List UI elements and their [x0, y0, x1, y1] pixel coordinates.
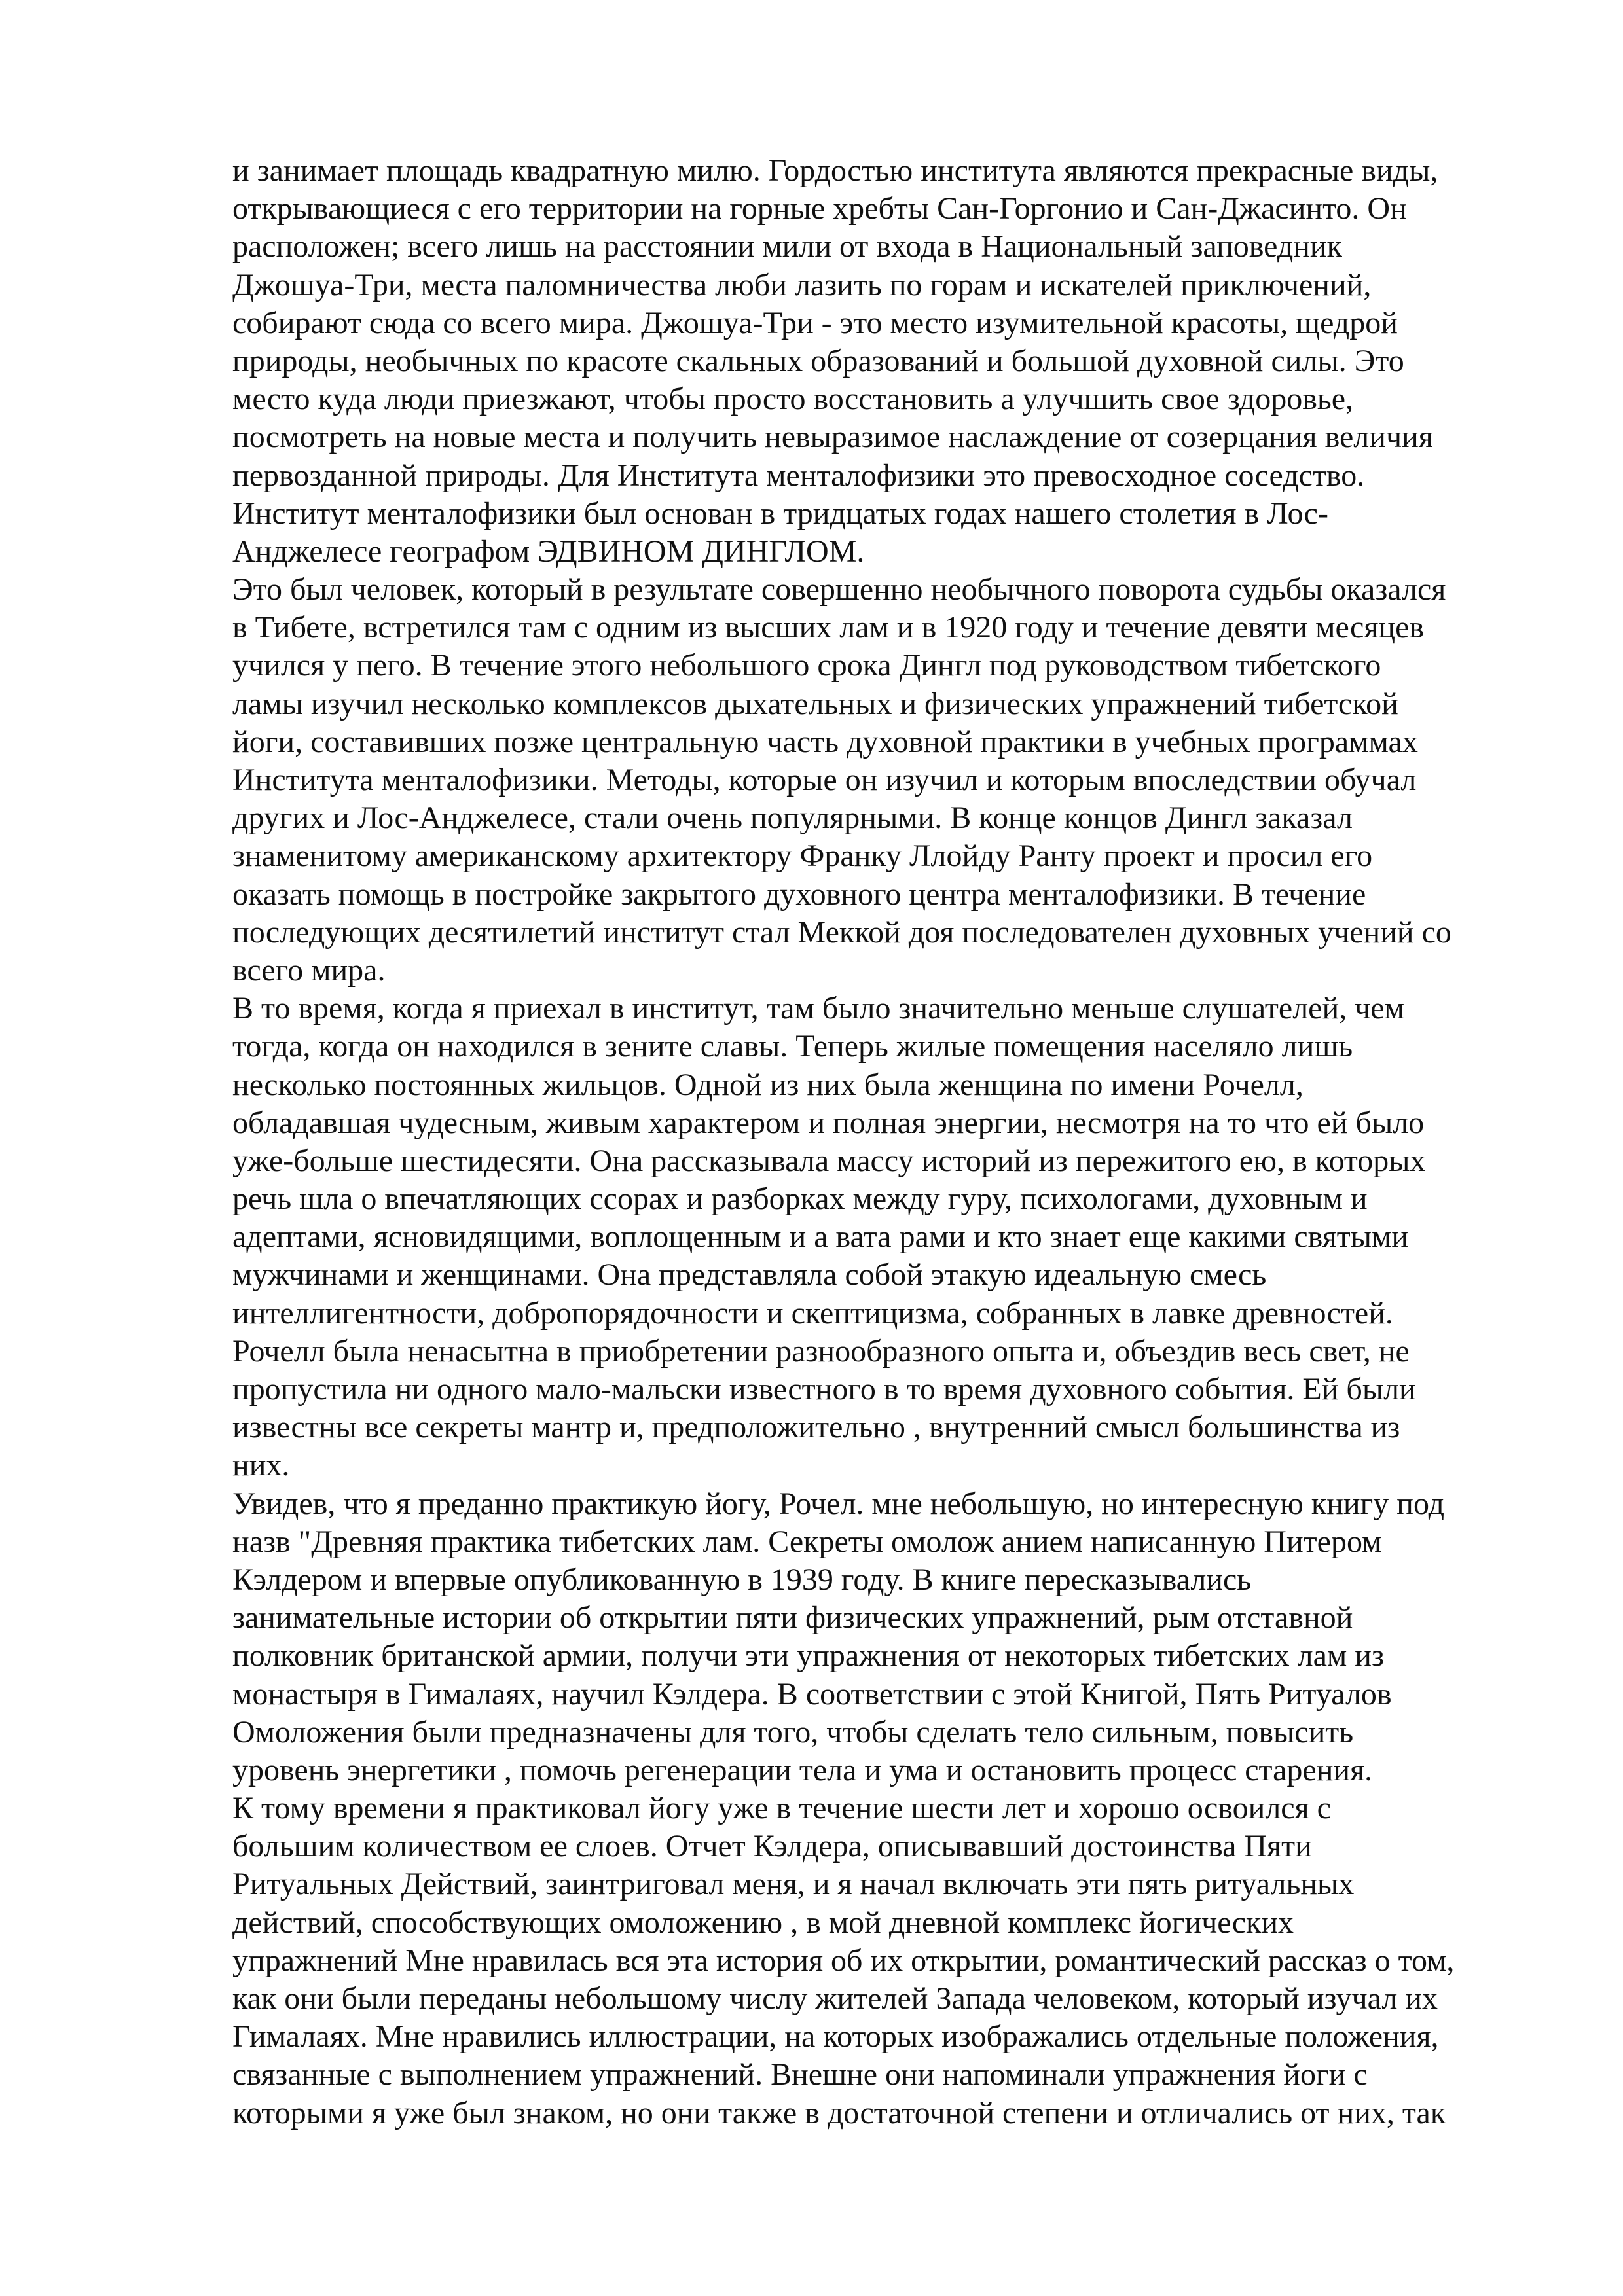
- text-line: последующих десятилетий институт стал Меккой доя последователен духовных учений со: [232, 914, 1451, 950]
- text-line: К тому времени я практиковал йогу уже в течение шести лет и хорошо освоился с: [232, 1791, 1331, 1826]
- text-line: посмотреть на новые места и получить невыразимое наслаждение от созерцания величия: [232, 420, 1433, 455]
- text-line: ламы изучил несколько комплексов дыхательных и физических упражнений тибетской: [232, 686, 1398, 721]
- text-line: Омоложения были предназначены для того, чтобы сделать тело сильным, повысить: [232, 1714, 1354, 1749]
- text-line: Гималаях. Мне нравились иллюстрации, на которых изображались отдельные положения,: [232, 2019, 1439, 2054]
- text-line: упражнений Мне нравилась вся эта история об их открытии, романтический рассказ о том,: [232, 1943, 1455, 1978]
- text-line: речь шла о впечатляющих ссорах и разборках между гуру, психологами, духовным и: [232, 1181, 1368, 1217]
- text-line: Это был человек, который в результате совершенно необычного поворота судьбы оказался: [232, 572, 1446, 607]
- text-line: первозданной природы. Для Института менталофизики это превосходное соседство.: [232, 457, 1365, 493]
- text-line: адептами, ясновидящими, воплощенным и а вата рами и кто знает еще какими святыми: [232, 1219, 1409, 1255]
- text-line: Институт менталофизики был основан в тридцатых годах нашего столетия в Лос-: [232, 495, 1328, 531]
- text-line: которыми я уже был знаком, но они также в достаточной степени и отличались от них, так: [232, 2095, 1446, 2130]
- text-line: учился у пего. В течение этого небольшого срока Дингл под руководством тибетского: [232, 648, 1381, 683]
- text-line: связанные с выполнением упражнений. Внешне они напоминали упражнения йоги с: [232, 2057, 1368, 2092]
- text-line: Института менталофизики. Методы, которые он изучил и которым впоследствии обучал: [232, 762, 1417, 797]
- body-text: [232, 152, 1516, 2132]
- text-line: мужчинами и женщинами. Она представляла собой этакую идеальную смесь: [232, 1257, 1267, 1293]
- text-line: как они были переданы небольшому числу жителей Запада человеком, который изучал их: [232, 1981, 1438, 2016]
- text-line: несколько постоянных жильцов. Одной из них была женщина по имени Рочелл,: [232, 1067, 1304, 1102]
- text-line: обладавшая чудесным, живым характером и полная энергии, несмотря на то что ей было: [232, 1105, 1425, 1140]
- text-line: йоги, составивших позже центральную часть духовной практики в учебных программах: [232, 724, 1418, 759]
- text-line: природы, необычных по красоте скальных образований и большой духовной силы. Это: [232, 343, 1404, 378]
- text-line: них.: [232, 1448, 290, 1483]
- text-line: и занимает площадь квадратную милю. Гордостью института являются прекрасные виды,: [232, 153, 1438, 188]
- text-line: Увидев, что я преданно практикую йогу, Рочел. мне небольшую, но интересную книгу под: [232, 1486, 1445, 1521]
- text-line: других и Лос-Анджелесе, стали очень популярными. В конце концов Дингл заказал: [232, 800, 1353, 836]
- text-line: Кэлдером и впервые опубликованную в 1939 году. В книге пересказывались: [232, 1562, 1252, 1597]
- text-line: открывающиеся с его территории на горные хребты Сан-Горгонио и Сан-Джасинто. Он: [232, 191, 1407, 226]
- text-line: Ритуальных Действий, заинтриговал меня, и я начал включать эти пять ритуальных: [232, 1867, 1355, 1902]
- text-line: назв "Древняя практика тибетских лам. Секреты омолож анием написанную Питером: [232, 1524, 1382, 1559]
- text-line: уровень энергетики , помочь регенерации тела и ума и остановить процесс старения.: [232, 1752, 1373, 1787]
- text-line: монастыря в Гималаях, научил Кэлдера. В соответствии с этой Книгой, Пять Ритуалов: [232, 1676, 1392, 1712]
- text-line: уже-больше шестидесяти. Она рассказывала массу историй из пережитого ею, в которых: [232, 1143, 1426, 1178]
- text-line: собирают сюда со всего мира. Джошуа-Три - это место изумительной красоты, щедрой: [232, 305, 1398, 340]
- text-line: Анджелесе географом ЭДВИНОМ ДИНГЛОМ.: [232, 533, 865, 569]
- text-line: известны все секреты мантр и, предположительно , внутренний смысл большинства из: [232, 1410, 1400, 1445]
- text-line: тогда, когда он находился в зените славы. Теперь жилые помещения населяло лишь: [232, 1029, 1353, 1064]
- text-line: расположен; всего лишь на расстоянии мили от входа в Национальный заповедник: [232, 229, 1342, 264]
- text-line: интеллигентности, добропорядочности и скептицизма, собранных в лавке древностей.: [232, 1295, 1393, 1331]
- text-line: Рочелл была ненасытна в приобретении разнообразного опыта и, объездив весь свет, не: [232, 1333, 1410, 1369]
- text-line: знаменитому американскому архитектору Франку Ллойду Ранту проект и просил его: [232, 838, 1373, 874]
- text-line: место куда люди приезжают, чтобы просто восстановить а улучшить свое здоровье,: [232, 382, 1354, 417]
- text-line: всего мира.: [232, 952, 386, 988]
- text-line: в Тибете, встретился там с одним из высших лам и в 1920 году и течение девяти месяцев: [232, 610, 1425, 645]
- text-line: Джошуа-Три, места паломничества люби лазить по горам и искателей приключений,: [232, 267, 1372, 302]
- text-line: В то время, когда я приехал в институт, там было значительно меньше слушателей, чем: [232, 991, 1404, 1026]
- text-line: занимательные истории об открытии пяти физических упражнений, рым отставной: [232, 1600, 1353, 1636]
- text-line: большим количеством ее слоев. Отчет Кэлдера, описывавший достоинства Пяти: [232, 1829, 1312, 1864]
- text-line: полковник британской армии, получи эти упражнения от некоторых тибетских лам из: [232, 1638, 1384, 1674]
- text-line: пропустила ни одного мало-мальски известного в то время духовного события. Ей были: [232, 1372, 1416, 1407]
- text-line: оказать помощь в постройке закрытого духовного центра менталофизики. В течение: [232, 876, 1366, 912]
- text-line: действий, способствующих омоложению , в мой дневной комплекс йогических: [232, 1905, 1294, 1940]
